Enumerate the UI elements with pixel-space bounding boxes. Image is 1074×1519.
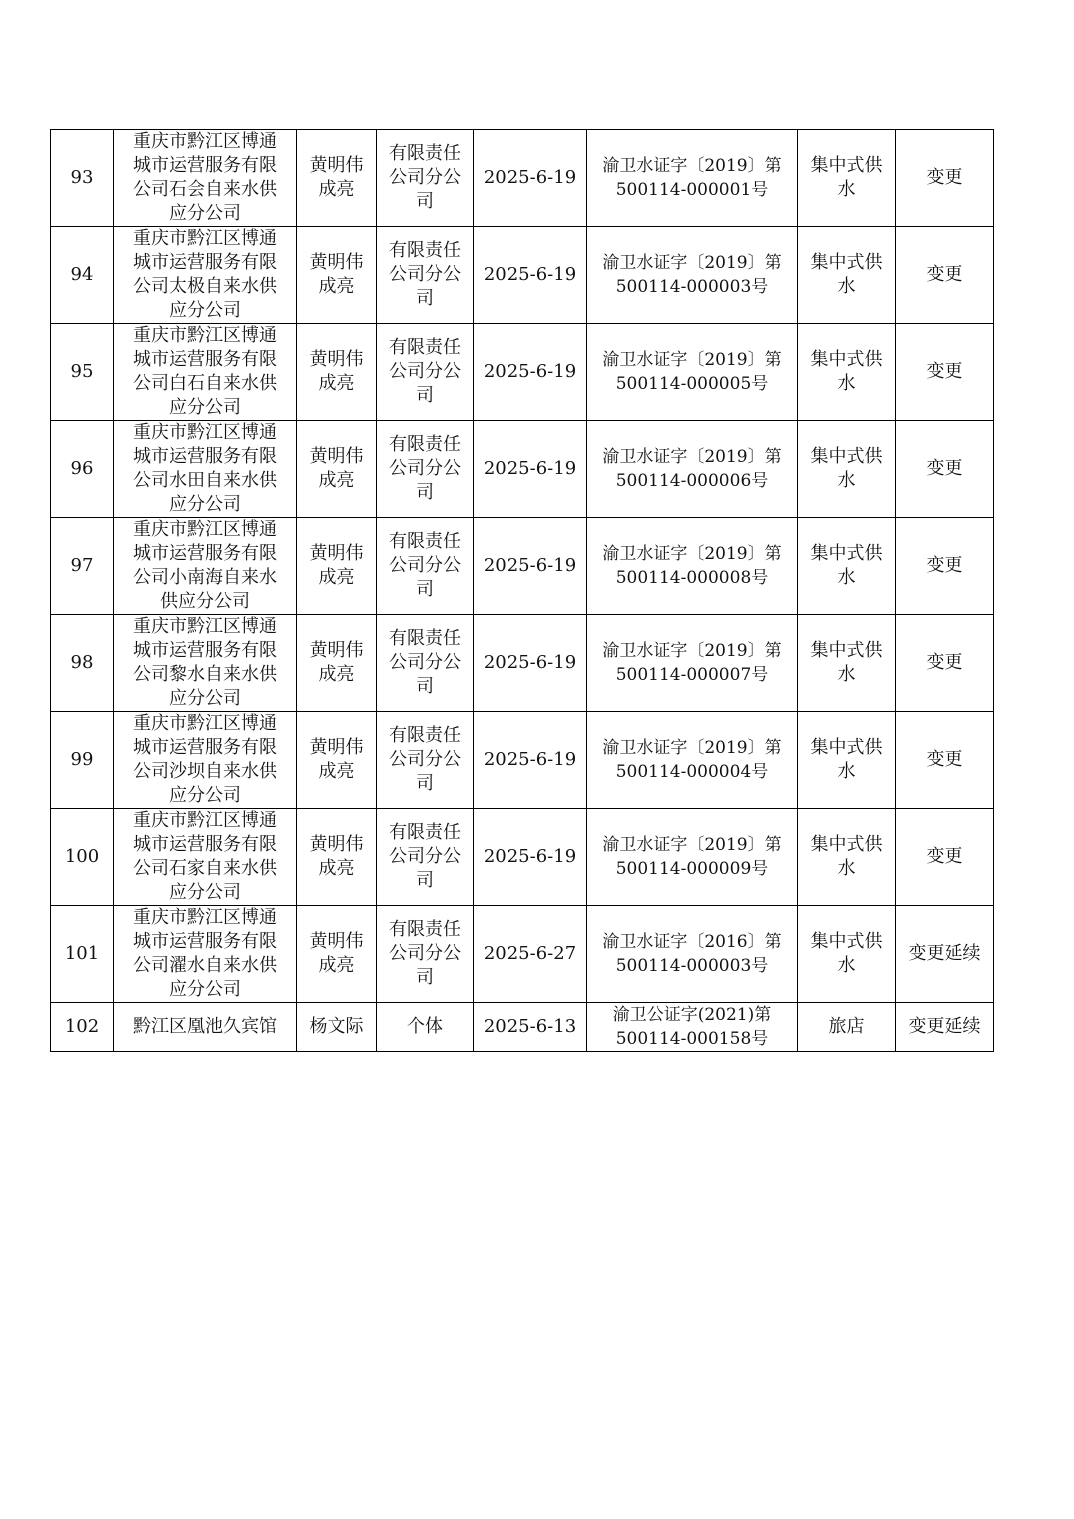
economic-type: 有限责任 公司分公 司 (377, 712, 474, 809)
row-number: 95 (51, 324, 114, 421)
table-row (51, 615, 994, 712)
legal-person: 黄明伟 成亮 (297, 324, 377, 421)
table-row (51, 518, 994, 615)
legal-person: 黄明伟 成亮 (297, 227, 377, 324)
issue-date: 2025-6-19 (474, 421, 587, 518)
license-number: 渝卫水证字〔2019〕第 500114-000006号 (587, 421, 798, 518)
unit-name: 重庆市黔江区博通 城市运营服务有限 公司水田自来水供 应分公司 (114, 421, 297, 518)
action-type: 变更 (896, 712, 994, 809)
row-number: 99 (51, 712, 114, 809)
row-number: 93 (51, 130, 114, 227)
license-number: 渝卫水证字〔2019〕第 500114-000004号 (587, 712, 798, 809)
unit-name: 重庆市黔江区博通 城市运营服务有限 公司白石自来水供 应分公司 (114, 324, 297, 421)
economic-type: 有限责任 公司分公 司 (377, 421, 474, 518)
unit-name: 重庆市黔江区博通 城市运营服务有限 公司小南海自来水 供应分公司 (114, 518, 297, 615)
table-row (51, 809, 994, 906)
action-type: 变更 (896, 809, 994, 906)
license-number: 渝卫水证字〔2019〕第 500114-000003号 (587, 227, 798, 324)
category: 集中式供 水 (798, 518, 896, 615)
unit-name: 重庆市黔江区博通 城市运营服务有限 公司石会自来水供 应分公司 (114, 130, 297, 227)
economic-type: 有限责任 公司分公 司 (377, 227, 474, 324)
table-row (51, 421, 994, 518)
category: 集中式供 水 (798, 615, 896, 712)
issue-date: 2025-6-19 (474, 324, 587, 421)
issue-date: 2025-6-19 (474, 227, 587, 324)
issue-date: 2025-6-19 (474, 712, 587, 809)
action-type: 变更 (896, 421, 994, 518)
permit-table (50, 129, 994, 1052)
economic-type: 个体 (377, 1003, 474, 1052)
legal-person: 黄明伟 成亮 (297, 906, 377, 1003)
legal-person: 黄明伟 成亮 (297, 130, 377, 227)
category: 集中式供 水 (798, 130, 896, 227)
row-number: 96 (51, 421, 114, 518)
legal-person: 黄明伟 成亮 (297, 809, 377, 906)
issue-date: 2025-6-13 (474, 1003, 587, 1052)
action-type: 变更 (896, 518, 994, 615)
economic-type: 有限责任 公司分公 司 (377, 809, 474, 906)
license-number: 渝卫水证字〔2019〕第 500114-000005号 (587, 324, 798, 421)
license-number: 渝卫水证字〔2019〕第 500114-000008号 (587, 518, 798, 615)
unit-name: 黔江区凰池久宾馆 (114, 1003, 297, 1052)
action-type: 变更延续 (896, 1003, 994, 1052)
category: 集中式供 水 (798, 906, 896, 1003)
economic-type: 有限责任 公司分公 司 (377, 324, 474, 421)
action-type: 变更延续 (896, 906, 994, 1003)
unit-name: 重庆市黔江区博通 城市运营服务有限 公司石家自来水供 应分公司 (114, 809, 297, 906)
row-number: 97 (51, 518, 114, 615)
category: 集中式供 水 (798, 421, 896, 518)
issue-date: 2025-6-19 (474, 809, 587, 906)
economic-type: 有限责任 公司分公 司 (377, 518, 474, 615)
license-number: 渝卫公证字(2021)第 500114-000158号 (587, 1003, 798, 1052)
legal-person: 杨文际 (297, 1003, 377, 1052)
table-row (51, 906, 994, 1003)
table-row (51, 1003, 994, 1052)
issue-date: 2025-6-19 (474, 130, 587, 227)
economic-type: 有限责任 公司分公 司 (377, 130, 474, 227)
category: 集中式供 水 (798, 227, 896, 324)
action-type: 变更 (896, 130, 994, 227)
economic-type: 有限责任 公司分公 司 (377, 615, 474, 712)
action-type: 变更 (896, 324, 994, 421)
license-number: 渝卫水证字〔2019〕第 500114-000001号 (587, 130, 798, 227)
legal-person: 黄明伟 成亮 (297, 615, 377, 712)
unit-name: 重庆市黔江区博通 城市运营服务有限 公司太极自来水供 应分公司 (114, 227, 297, 324)
unit-name: 重庆市黔江区博通 城市运营服务有限 公司濯水自来水供 应分公司 (114, 906, 297, 1003)
license-number: 渝卫水证字〔2016〕第 500114-000003号 (587, 906, 798, 1003)
action-type: 变更 (896, 615, 994, 712)
unit-name: 重庆市黔江区博通 城市运营服务有限 公司黎水自来水供 应分公司 (114, 615, 297, 712)
legal-person: 黄明伟 成亮 (297, 518, 377, 615)
row-number: 102 (51, 1003, 114, 1052)
category: 集中式供 水 (798, 712, 896, 809)
row-number: 94 (51, 227, 114, 324)
issue-date: 2025-6-19 (474, 615, 587, 712)
legal-person: 黄明伟 成亮 (297, 712, 377, 809)
unit-name: 重庆市黔江区博通 城市运营服务有限 公司沙坝自来水供 应分公司 (114, 712, 297, 809)
license-number: 渝卫水证字〔2019〕第 500114-000009号 (587, 809, 798, 906)
issue-date: 2025-6-19 (474, 518, 587, 615)
row-number: 100 (51, 809, 114, 906)
row-number: 101 (51, 906, 114, 1003)
license-number: 渝卫水证字〔2019〕第 500114-000007号 (587, 615, 798, 712)
row-number: 98 (51, 615, 114, 712)
economic-type: 有限责任 公司分公 司 (377, 906, 474, 1003)
category: 集中式供 水 (798, 809, 896, 906)
table-row (51, 227, 994, 324)
table-row (51, 130, 994, 227)
category: 集中式供 水 (798, 324, 896, 421)
issue-date: 2025-6-27 (474, 906, 587, 1003)
table-row (51, 712, 994, 809)
action-type: 变更 (896, 227, 994, 324)
legal-person: 黄明伟 成亮 (297, 421, 377, 518)
table-row (51, 324, 994, 421)
category: 旅店 (798, 1003, 896, 1052)
